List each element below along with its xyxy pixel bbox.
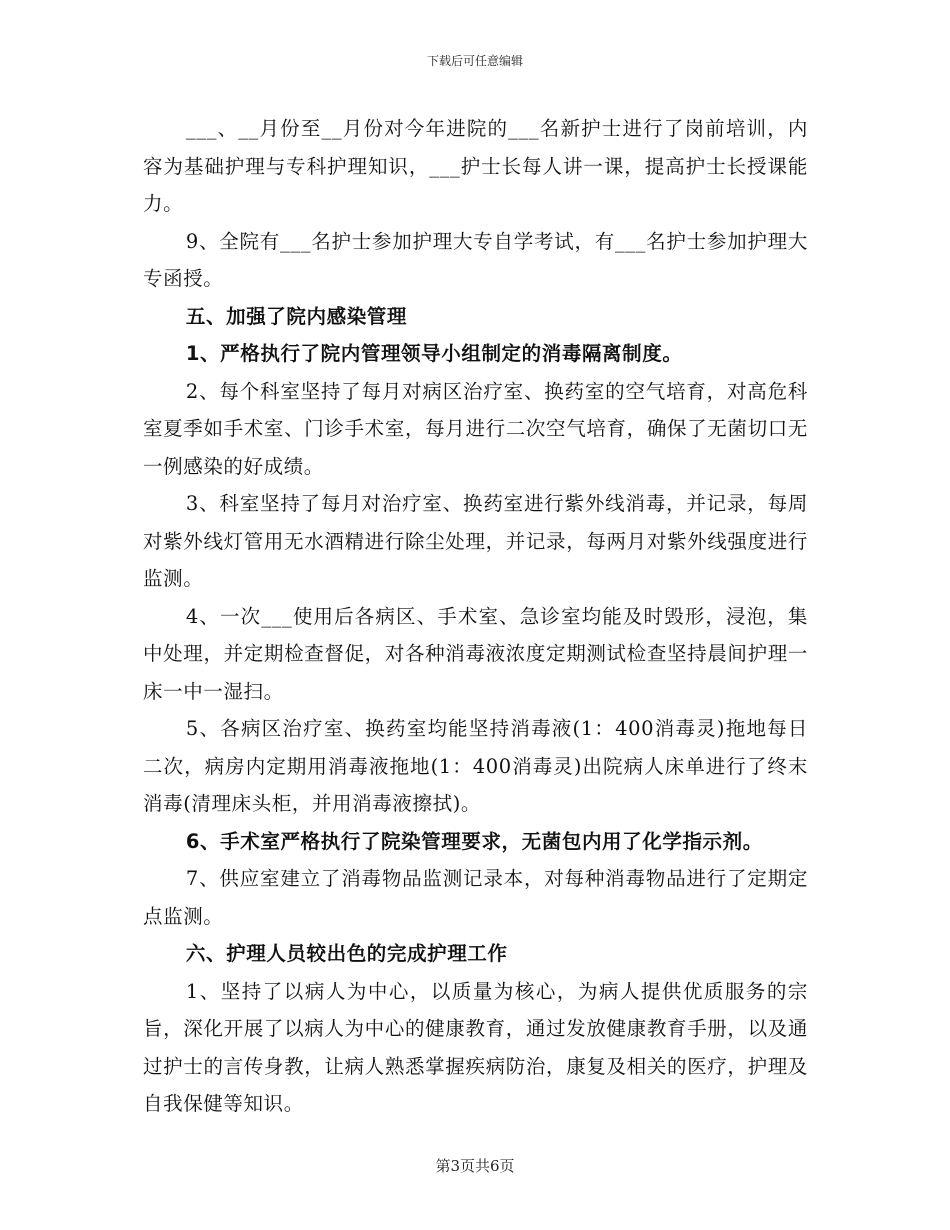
paragraph-disinfection-policy: 1、严格执行了院内管理领导小组制定的消毒隔离制度。 xyxy=(185,342,683,365)
page-header: 下载后可任意编辑 xyxy=(426,54,523,68)
document-body xyxy=(143,110,808,1123)
paragraph-education-exam: 9、全院有___名护士参加护理大专自学考试，有___名护士参加护理大专函授。 xyxy=(143,229,808,290)
section-heading-infection-control: 五、加强了院内感染管理 xyxy=(185,304,407,328)
paragraph-floor-disinfection: 5、各病区治疗室、换药室均能坚持消毒液(1：400消毒灵)拖地每日二次，病房内定期用消毒液拖地(1：400消毒灵)出院病人床单进行了终末消毒(清理床头柜，并用消毒液擦拭)。 xyxy=(143,717,808,815)
paragraph-operating-room: 6、手术室严格执行了院染管理要求，无菌包内用了化学指示剂。 xyxy=(185,829,763,853)
section-heading-nursing-work: 六、护理人员较出色的完成护理工作 xyxy=(185,942,508,965)
paragraph-air-culture: 2、每个科室坚持了每月对病区治疗室、换药室的空气培育，对高危科室夏季如手术室、门诊手术室，每月进行二次空气培育，确保了无菌切口无一例感染的好成绩。 xyxy=(143,379,808,478)
paragraph-disposable-items: 4、一次___使用后各病区、手术室、急诊室均能及时毁形，浸泡，集中处理，并定期检查督促，对各种消毒液浓度定期测试检查坚持晨间护理一床一中一湿扫。 xyxy=(143,604,808,703)
paragraph-uv-disinfection: 3、科室坚持了每月对治疗室、换药室进行紫外线消毒，并记录，每周对紫外线灯管用无水酒精进行除尘处理，并记录，每两月对紫外线强度进行监测。 xyxy=(143,492,808,590)
paragraph-patient-centered: 1、坚持了以病人为中心，以质量为核心，为病人提供优质服务的宗旨，深化开展了以病人为中心的健康教育，通过发放健康教育手册，以及通过护士的言传身教，让病人熟悉掌握疾病防治，康复及相关的医疗，护理及自我保健等知识。 xyxy=(143,979,808,1115)
page-footer: 第3页共6页 xyxy=(435,1157,515,1175)
paragraph-training: ___、__月份至__月份对今年进院的___名新护士进行了岗前培训，内容为基础护理与专科护理知识，___护士长每人讲一课，提高护士长授课能力。 xyxy=(143,117,808,215)
paragraph-supply-room: 7、供应室建立了消毒物品监测记录本，对每种消毒物品进行了定期定点监测。 xyxy=(143,867,808,928)
